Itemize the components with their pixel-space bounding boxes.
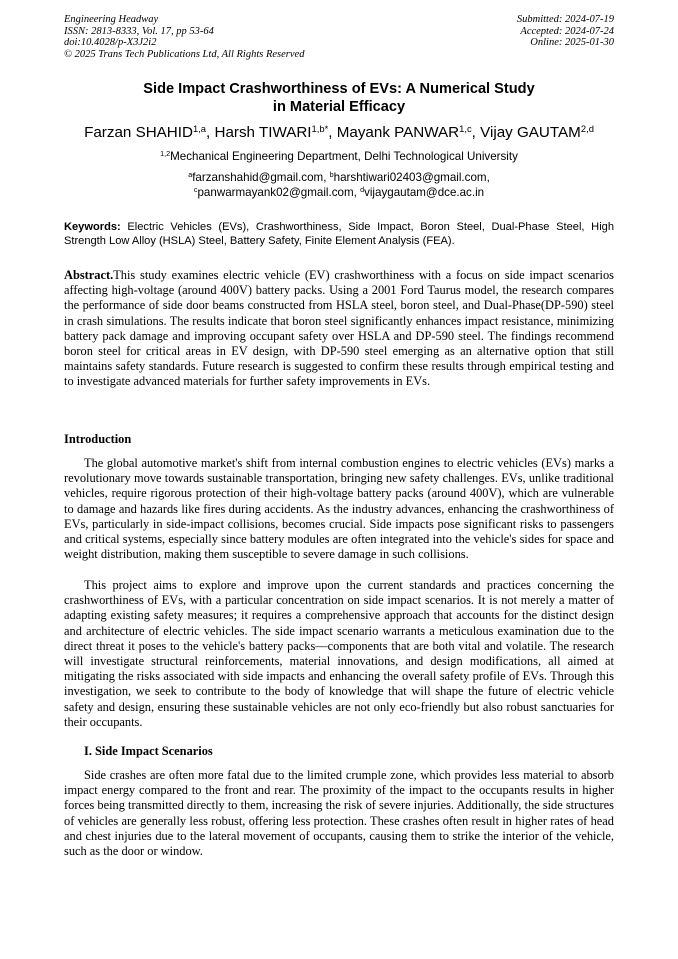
accepted-date: Accepted: 2024-07-24 — [520, 25, 614, 37]
introduction-heading: Introduction — [64, 432, 132, 446]
email-address: vijaygautam@dce.ac.in — [364, 186, 485, 199]
section-heading: I. Side Impact Scenarios — [84, 744, 213, 758]
online-date: Online: 2025-01-30 — [530, 37, 614, 49]
affiliation — [40, 150, 638, 164]
author-superscript: 2,d — [580, 122, 594, 134]
author-name: Farzan SHAHID — [84, 124, 193, 141]
journal-header — [64, 14, 304, 60]
abstract — [64, 268, 614, 390]
introduction-paragraph-2: This project aims to explore and improve upon the current standards and practices concerning the crashworthiness of EVs, with a particular concentration on side impact scenarios. It is not merely a matter of adapting existing safety measures; it requires a comprehensive approach that accounts for the distinct design and architecture of electric vehicles. The side impact scenario warrants a meticulous examination due to the direct threat it poses to the vehicle's battery packs—components that are both vital and volatile. The research will investigate structural reinforcements, material innovations, and design modifications, all aimed at mitigating the risks associated with side impacts and enhancing the overall safety profile of EVs. Through this investigation, we seek to contribute to the body of knowledge that will shape the future of electric vehicle safety and design, ensuring these sustainable vehicles are not only eco-friendly but also robust sanctuaries for their occupants. — [64, 578, 614, 729]
author-superscript: 1,a — [192, 122, 207, 134]
paper-title-line-2: in Material Efficacy — [272, 99, 406, 115]
author-name: Harsh TIWARI — [214, 124, 312, 141]
section-paragraph: Side crashes are often more fatal due to the limited crumple zone, which provides less material to absorb impact energy compared to the front and rear. The proximity of the impact to the occupants results in higher forces being transmitted directly to them, increasing the risk of severe injuries. Additionally, the side structures of vehicles are generally less robust, offering less protection. These crashes often result in higher rates of head and chest injuries due to the lateral movement of occupants, causing them to strike the interior of the vehicle, such as the door or window. — [64, 768, 614, 859]
email-address: panwarmayank02@gmail.com — [197, 186, 354, 199]
author-name: Vijay GAUTAM — [480, 124, 581, 141]
journal-issn: ISSN: 2813-8333, Vol. 17, pp 53-64 — [64, 25, 214, 37]
author-name: Mayank PANWAR — [336, 124, 460, 141]
author-list: Farzan SHAHID$^{1,a}$, Harsh $TIWARI^{1,b*}$, Mayank PANWAR$^{1,c}$, Vijay GAUTAM$^{2,d}$ — [84, 122, 594, 141]
paper-title — [60, 80, 618, 116]
abstract-text: This study examines electric vehicle (EV) crashworthiness with a focus on side impact scenarios affecting high-voltage (around 400V) battery packs. Using a 2001 Ford Taurus model, the research compares the performance of side door beams constructed from HSLA steel, boron steel, and Dual-Phase(DP-590) steel in crash simulations. The results indicate that boron steel significantly enhances impact resistance, minimizing battery pack damage and improving occupant safety over HSLA and DP-590 steel. The findings recommend boron steel for critical areas in EV design, with DP-590 steel emerging as an alternative option that still maintains safety standards. Future research is suggested to confirm these results through empirical testing and to investigate advanced materials for further safety improvements in EVs. — [64, 268, 614, 389]
journal-doi: doi:10.4028/p-X3J2i2 — [64, 37, 157, 49]
affiliation-text: Mechanical Engineering Department, Delhi Technological University — [170, 150, 518, 163]
dates-header — [517, 14, 614, 49]
journal-name: Engineering Headway — [64, 14, 159, 25]
keywords-text: Electric Vehicles (EVs), Crashworthiness, Side Impact, Boron Steel, Dual-Phase Steel, High Strength Low Alloy (HSLA) Steel, Battery Safety, Finite Element Analysis (FEA). — [64, 221, 614, 247]
affiliation-superscript: 1,2 — [160, 149, 171, 159]
email-line-2: $^c$panwarmayank02@gmail.com, $^d$vijaygautam@dce.ac.in — [193, 185, 485, 199]
author-superscript: 1,c — [459, 122, 472, 134]
keywords — [64, 220, 614, 248]
journal-copyright: © 2025 Trans Tech Publications Ltd, All Rights Reserved — [64, 48, 305, 60]
email-line-1: $^a$farzanshahid@gmail.com, $^b$harshtiwari02403@gmail.com, — [188, 170, 490, 184]
abstract-label: Abstract. — [64, 268, 114, 282]
introduction-paragraph-1: The global automotive market's shift from internal combustion engines to electric vehicles (EVs) marks a revolutionary move towards sustainable transportation, bringing new safety challenges. EVs, unlike traditional vehicles, require rigorous protection of their high-voltage battery packs (around 400V), which are vulnerable to damage and hazards like fires during accidents. As the industry advances, enhancing the crashworthiness of EVs, particularly in side-impact collisions, becomes crucial. Side impacts pose significant risks to passengers and critical systems, especially since battery modules are often integrated into the vehicle's sides for space and weight distribution, making them susceptible to severe damage in such collisions. — [64, 456, 614, 562]
email-address: farzanshahid@gmail.com — [192, 171, 324, 184]
paper-title-line-1: Side Impact Crashworthiness of EVs: A Numerical Study — [143, 81, 535, 97]
keywords-label: Keywords: — [64, 221, 121, 233]
submitted-date: Submitted: 2024-07-19 — [516, 14, 614, 25]
author-emails — [40, 170, 638, 200]
author-superscript: 1,b* — [311, 122, 329, 134]
email-address: harshtiwari02403@gmail.com — [333, 171, 487, 184]
